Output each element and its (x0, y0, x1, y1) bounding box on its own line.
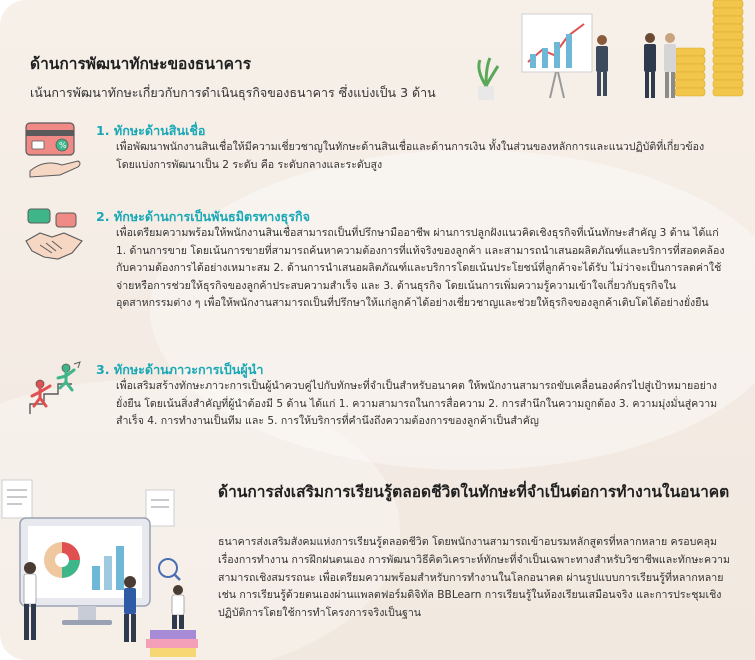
skill-heading: 2. ทักษะด้านการเป็นพันธมิตรทางธุรกิจ (96, 209, 310, 224)
business-meeting-illustration (470, 0, 755, 115)
section-title: ด้านการส่งเสริมการเรียนรู้ตลอดชีวิตในทักษะที่จำเป็นต่อการทำงานในอนาคต (218, 483, 730, 501)
leadership-climb-icon (22, 360, 88, 418)
section-subtitle: เน้นการพัฒนาทักษะเกี่ยวกับการดำเนินธุรกิจของธนาคาร ซึ่งแบ่งเป็น 3 ด้าน (30, 85, 436, 100)
section-paragraph: ธนาคารส่งเสริมสังคมแห่งการเรียนรู้ตลอดชีวิต โดยพนักงานสามารถเข้าอบรมหลักสูตรที่หลากหลาย ครอบคลุมเรื่องการทำงาน การฝึกฝนตนเอง การพัฒนาวิธีคิดวิเคราะห์ทักษะที่จำเป็นเฉพาะทางสำหรับวิชาชีพและทักษะความสามารถเชิงสมรรถนะ เพื่อเตรียมความพร้อมสำหรับการทำงานในโลกอนาคต ผ่านรูปแบบการเรียนรู้ที่หลากหลาย เช่น การเรียนรู้ด้วยตนเองผ่านแพลตฟอร์มดิจิทัล BBLearn การเรียนรู้ในห้องเรียนเสมือนจริง และการประชุมเชิงปฏิบัติการโดยใช้การทำโครงการจริงเป็นฐาน (218, 536, 730, 620)
skill-description: เพื่อเตรียมความพร้อมให้พนักงานสินเชื่อสามารถเป็นที่ปรึกษามืออาชีพ ผ่านการปลูกฝังแนวคิดเชิงธุรกิจที่เน้นทักษะสำคัญ 3 ด้าน ได้แก่ 1. ด้านการขาย โดยเน้นการขายที่สามารถค้นหาความต้องการที่แท้จริงของลูกค้า และสามารถนำเสนอผลิตภัณฑ์และบริการที่สอดคล้องกับความต้องการได้อย่างเหมาะสม 2. ด้านการนำเสนอผลิตภัณฑ์และบริการโดยเน้นประโยชน์ที่ลูกค้าจะได้รับ ไม่ว่าจะเป็นการลดค่าใช้จ่ายหรือการช่วยให้ธุรกิจของลูกค้าประสบความสำเร็จ และ 3. ด้านธุรกิจ โดยเน้นการเพิ่มความรู้ความเข้าใจเกี่ยวกับธุรกิจในอุตสาหกรรมต่าง ๆ เพื่อให้พนักงานสามารถเป็นที่ปรึกษาให้แก่ลูกค้าได้อย่างเชี่ยวชาญและช่วยให้ธุรกิจของลูกค้าเติบโตได้อย่างยั่งยืน (116, 227, 725, 309)
online-learning-illustration (0, 470, 215, 660)
skill-heading: 3. ทักษะด้านภาวะการเป็นผู้นำ (96, 362, 264, 377)
section-title: ด้านการพัฒนาทักษะของธนาคาร (30, 55, 252, 73)
handshake-icon (22, 207, 88, 265)
skill-item-business-partner (22, 207, 732, 327)
skill-item-leadership (22, 360, 732, 430)
skill-description: เพื่อพัฒนาพนักงานสินเชื่อให้มีความเชี่ยวชาญในทักษะด้านสินเชื่อและด้านการเงิน ทั้งในส่วนของหลักการและแนวปฏิบัติที่เกี่ยวข้อง โดยแบ่งการพัฒนาเป็น 2 ระดับ คือ ระดับกลางและระดับสูง (116, 141, 705, 171)
skill-description: เพื่อเสริมสร้างทักษะภาวะการเป็นผู้นำควบคู่ไปกับทักษะที่จำเป็นสำหรับอนาคต ให้พนักงานสามารถขับเคลื่อนองค์กรไปสู่เป้าหมายอย่างยั่งยืน โดยเน้นสิ่งสำคัญที่ผู้นำต้องมี 5 ด้าน ได้แก่ 1. ความสามารถในการสื่อความ 2. การสำนึกในความถูกต้อง 3. ความมุ่งมั่นสู่ความสำเร็จ 4. การทำงานเป็นทีม และ 5. การให้บริการที่คำนึงถึงความต้องการของลูกค้าเป็นสำคัญ (116, 380, 718, 427)
skill-heading: 1. ทักษะด้านสินเชื่อ (96, 123, 206, 138)
skill-item-credit (22, 121, 732, 181)
svg-text:%: % (59, 141, 67, 150)
credit-card-hand-icon (22, 121, 88, 179)
